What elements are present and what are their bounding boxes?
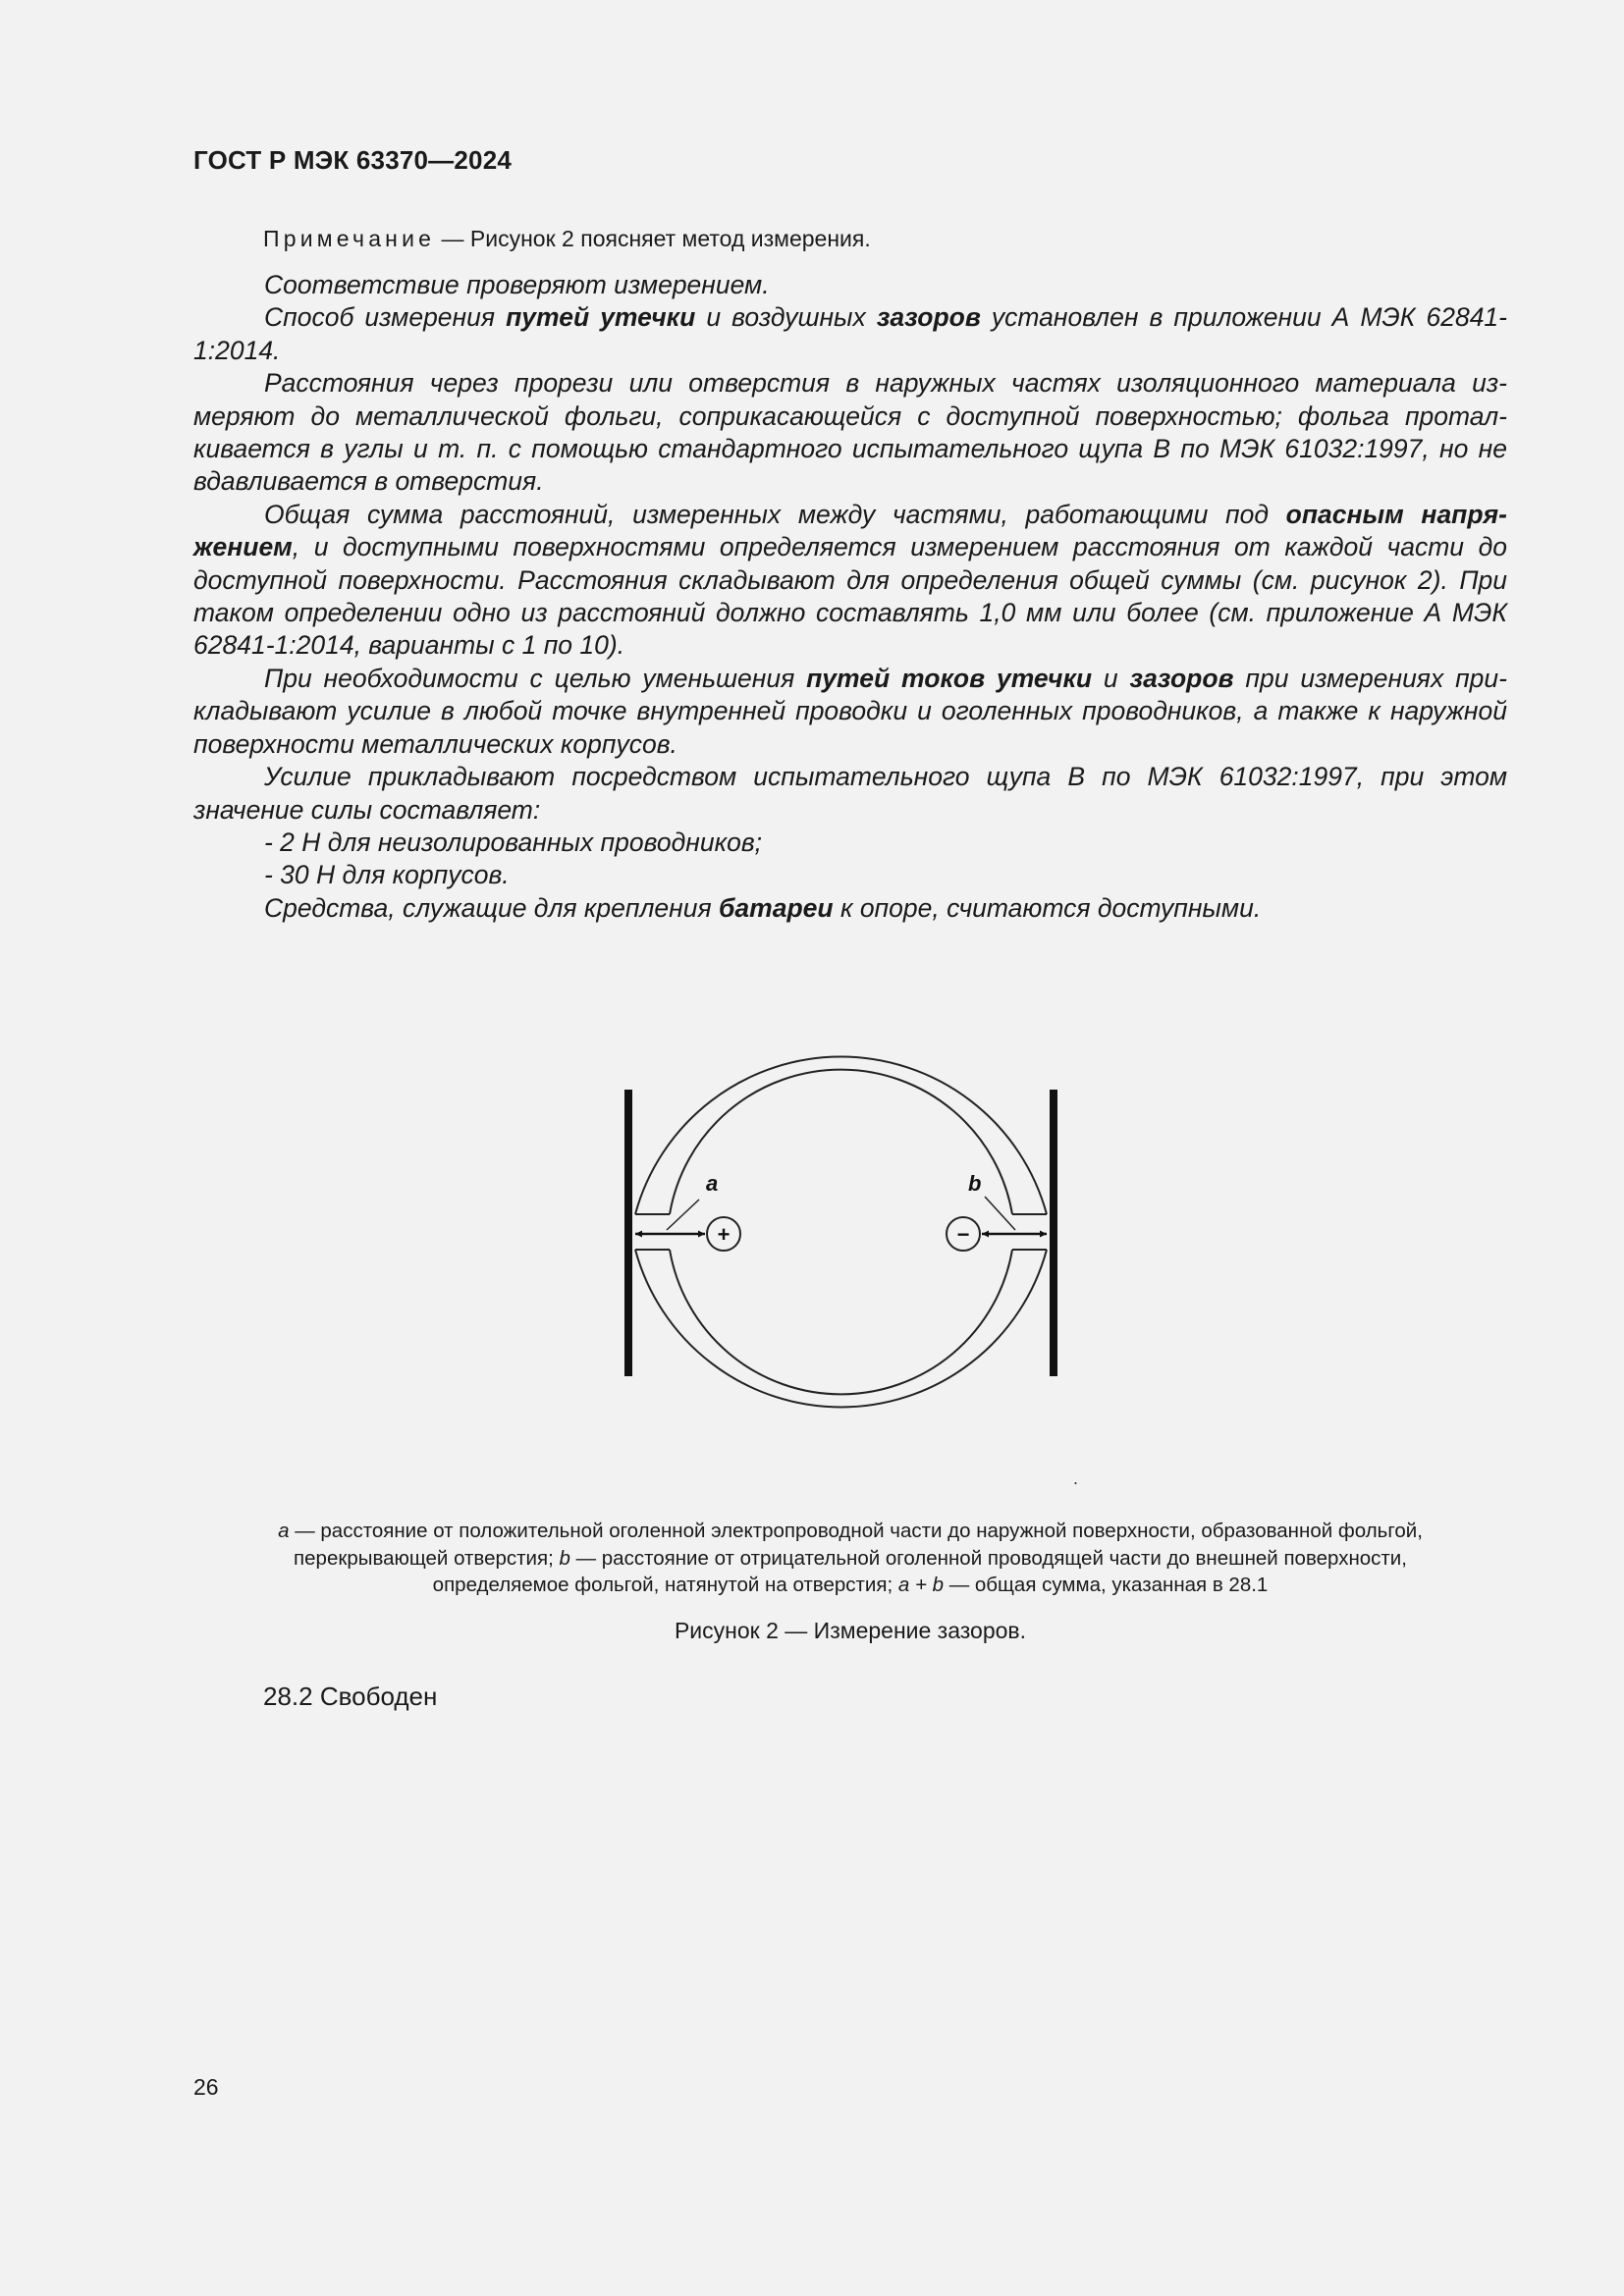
paragraph-1: Соответствие проверяют измерением. bbox=[264, 270, 770, 299]
note bbox=[263, 226, 871, 252]
paragraph-4: Общая сумма расстояний, измеренных между частями, работающими под опасным напряжением, и доступными поверхностями определяется измерением расстояния от каждой части до доступной поверхности. Расстояния складывают для определения общей суммы (см. рисунок 2). При таком определении одно из расстояний должно составлять 1,0 мм или более (см. приложение А МЭК 62841-1:2014, варианты с 1 по 10). bbox=[193, 499, 1507, 661]
enclosure-outer-lower bbox=[635, 1250, 1047, 1407]
note-text: — Рисунок 2 поясняет метод измерения. bbox=[435, 226, 871, 251]
paragraph-2: Способ измерения путей утечки и воздушных зазоров установлен в приложении А МЭК 62841-1:2014. bbox=[193, 302, 1507, 365]
stray-dot: . bbox=[1073, 1468, 1079, 1488]
figure-legend: a — расстояние от положительной оголенной электропроводной части до наружной поверхности, образованной фольгой, перекрывающей отверстия; b — расстояние от отрицательной оголенной проводящей части до внешней поверхности, определяемое фольгой, натянутой на отверстия; a + b — общая сумма, указанная в 28.1 bbox=[278, 1520, 1423, 1596]
label-b: b bbox=[968, 1171, 982, 1196]
body-text bbox=[193, 269, 1507, 925]
plus-sign: + bbox=[717, 1222, 731, 1247]
label-a: a bbox=[706, 1171, 719, 1196]
paragraph-7: Средства, служащие для крепления батареи к опоре, считаются доступными. bbox=[264, 892, 1262, 923]
right-foil-plate bbox=[1050, 1090, 1057, 1376]
paragraph-6: Усилие прикладывают посредством испытательного щупа В по МЭК 61032:1997, при этом значение силы составляет: bbox=[193, 762, 1507, 825]
enclosure-inner-lower bbox=[670, 1250, 1012, 1394]
figure-2 bbox=[609, 982, 1100, 1497]
note-label: Примечание bbox=[263, 226, 436, 251]
paragraph-5: При необходимости с целью уменьшения путей токов утечки и зазоров при измерениях прикладывают усилие в любой точке внутренней проводки и оголенных проводников, а также к наружной поверхности металлических корпусов. bbox=[193, 663, 1507, 759]
clearance-diagram bbox=[609, 982, 1100, 1492]
enclosure-inner-upper bbox=[670, 1070, 1012, 1214]
list-item-2: - 30 Н для корпусов. bbox=[264, 860, 510, 890]
document-header: ГОСТ Р МЭК 63370—2024 bbox=[193, 145, 513, 175]
paragraph-3: Расстояния через прорези или отверстия в наружных частях изоляционного материала измеряют до металлической фольги, соприкасающейся с доступной поверхностью; фольга проталкивается в углы и т. п. с помощью стандартного испытательного щупа В по МЭК 61032:1997, но не вдавливается в отверстия. bbox=[193, 368, 1507, 497]
left-foil-plate bbox=[624, 1090, 632, 1376]
list-item-1: - 2 Н для неизолированных проводников; bbox=[264, 827, 763, 857]
minus-sign: − bbox=[956, 1222, 970, 1247]
figure-caption: Рисунок 2 — Измерение зазоров. bbox=[674, 1618, 1027, 1643]
page-number: 26 bbox=[193, 2074, 219, 2100]
section-28-2: 28.2 Свободен bbox=[263, 1682, 438, 1711]
enclosure-outer-upper bbox=[635, 1057, 1047, 1214]
